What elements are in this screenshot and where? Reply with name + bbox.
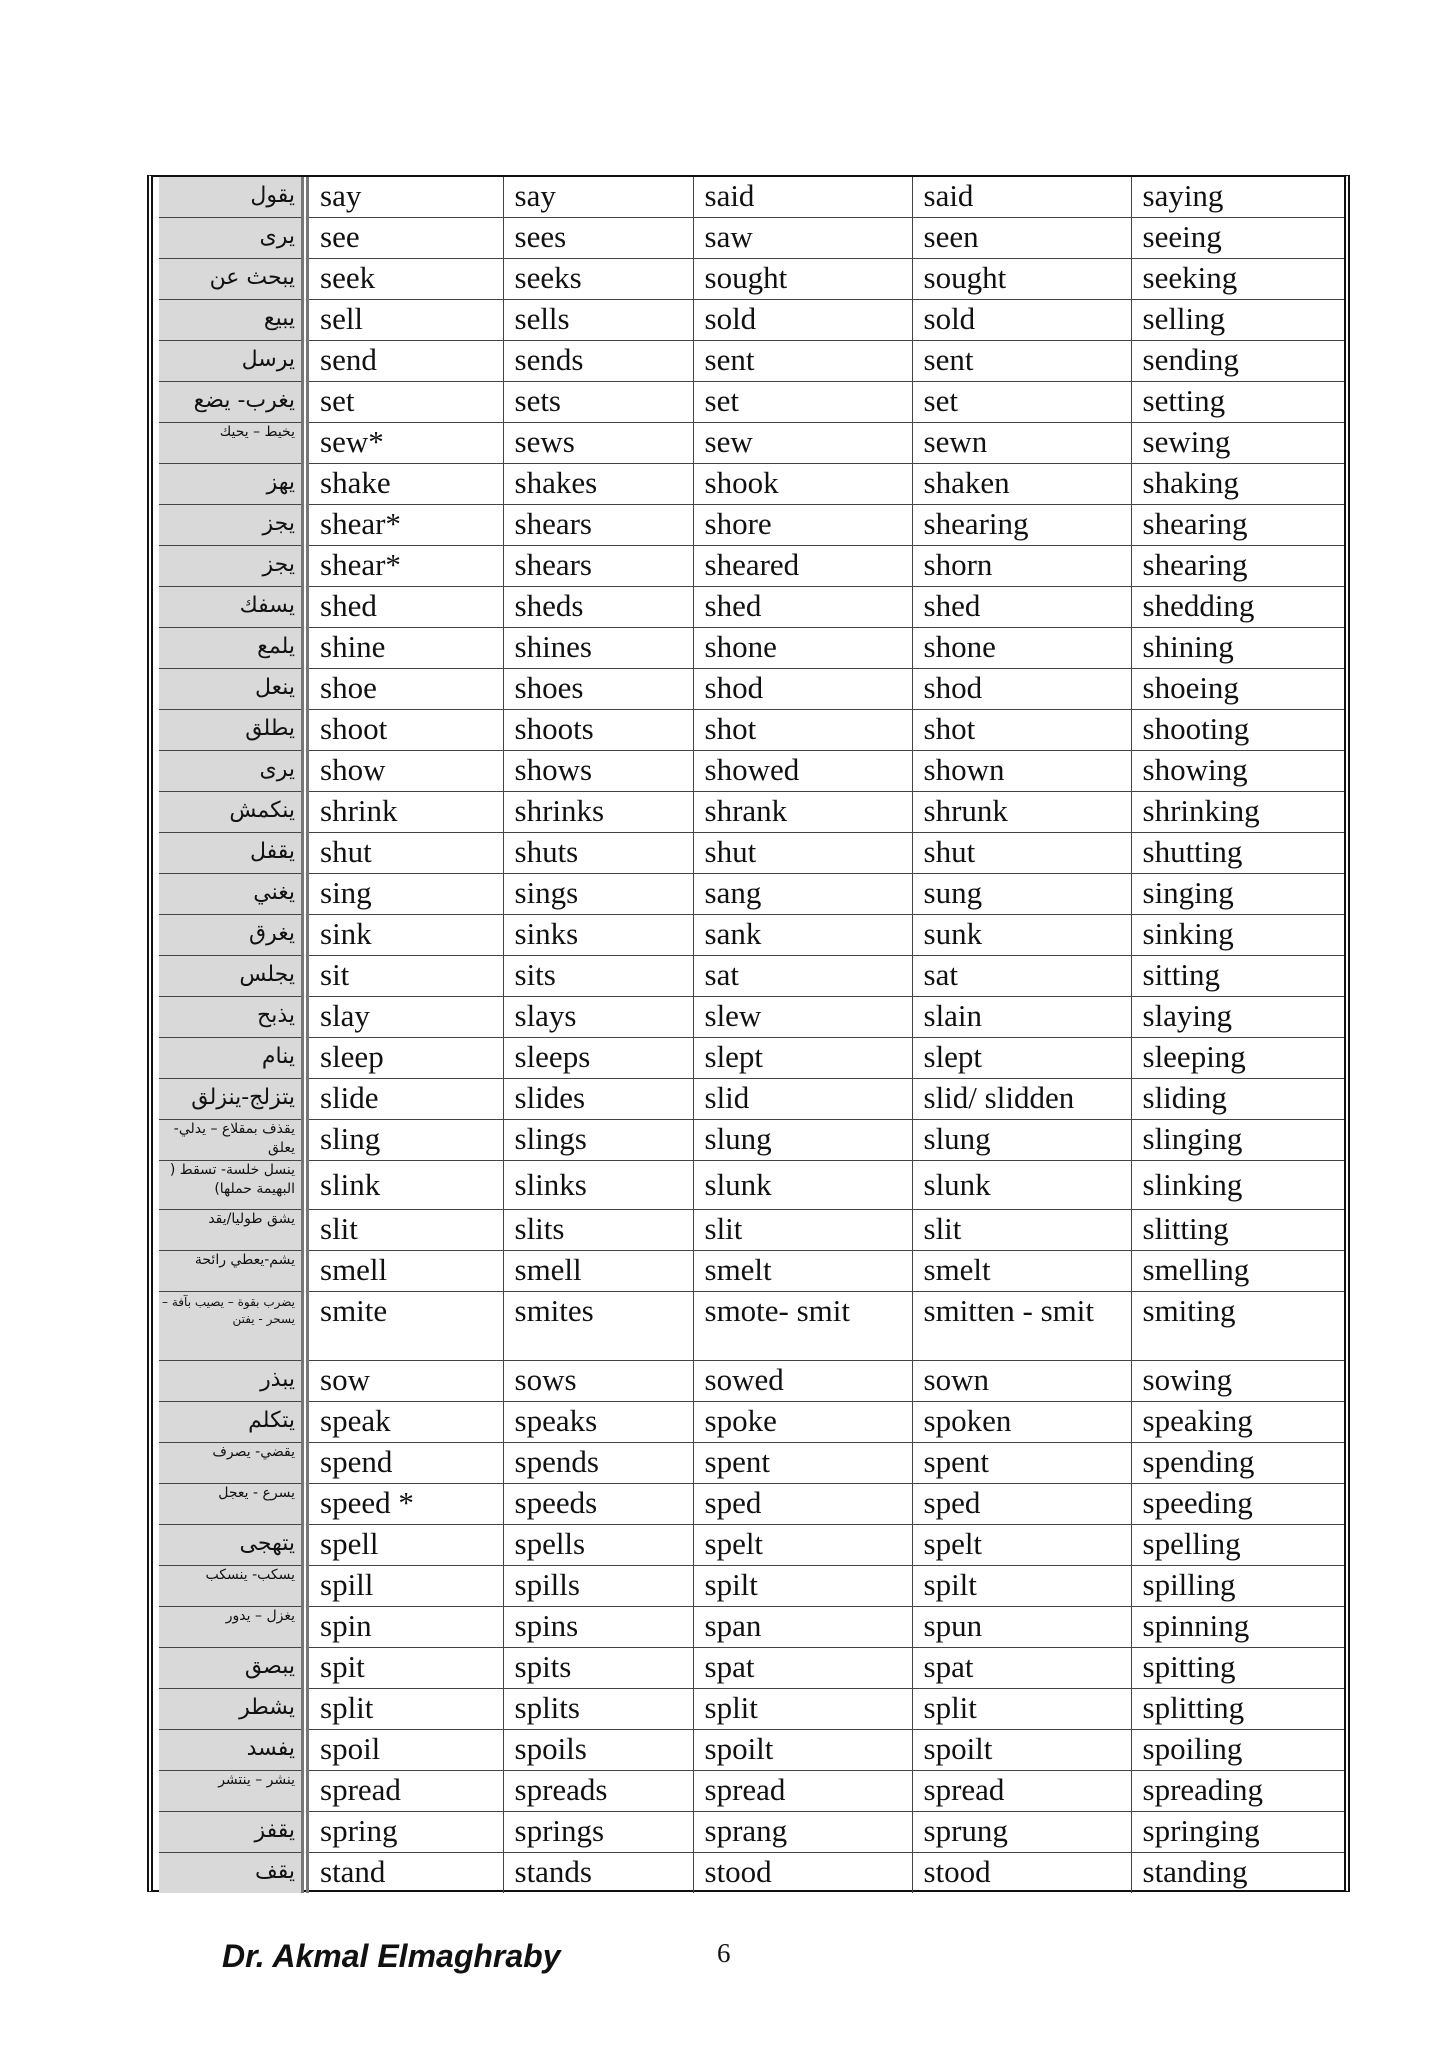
third-person-cell: slinks (503, 1161, 693, 1210)
arabic-meaning-cell: يضرب بقوة – يصيب بآفة – يسحر - يفتن (159, 1292, 305, 1361)
present-participle-cell: slitting (1131, 1210, 1344, 1251)
present-participle-cell: springing (1131, 1812, 1344, 1853)
past-participle-cell: slunk (912, 1161, 1131, 1210)
past-tense-cell: shone (693, 628, 912, 669)
table-row (159, 1210, 1344, 1251)
past-participle-cell: shown (912, 751, 1131, 792)
table-row (159, 1038, 1344, 1079)
arabic-meaning-cell: يسفك (159, 587, 305, 628)
base-form-cell: speak (305, 1402, 503, 1443)
base-form-cell: spill (305, 1566, 503, 1607)
table-row (159, 792, 1344, 833)
present-participle-cell: singing (1131, 874, 1344, 915)
third-person-cell: spins (503, 1607, 693, 1648)
table-row (159, 464, 1344, 505)
past-participle-cell: seen (912, 218, 1131, 259)
present-participle-cell: showing (1131, 751, 1344, 792)
base-form-cell: shed (305, 587, 503, 628)
present-participle-cell: smiting (1131, 1292, 1344, 1361)
past-participle-cell: sent (912, 341, 1131, 382)
table-row (159, 1525, 1344, 1566)
table-row (159, 177, 1344, 218)
base-form-cell: sew* (305, 423, 503, 464)
present-participle-cell: selling (1131, 300, 1344, 341)
table-row (159, 1566, 1344, 1607)
base-form-cell: sit (305, 956, 503, 997)
base-form-cell: stand (305, 1853, 503, 1894)
past-participle-cell: shot (912, 710, 1131, 751)
third-person-cell: sings (503, 874, 693, 915)
arabic-meaning-cell: يقفل (159, 833, 305, 874)
third-person-cell: shuts (503, 833, 693, 874)
base-form-cell: shoot (305, 710, 503, 751)
past-participle-cell: shod (912, 669, 1131, 710)
base-form-cell: shine (305, 628, 503, 669)
present-participle-cell: shearing (1131, 546, 1344, 587)
past-participle-cell: slain (912, 997, 1131, 1038)
base-form-cell: shake (305, 464, 503, 505)
past-participle-cell: shaken (912, 464, 1131, 505)
past-tense-cell: span (693, 1607, 912, 1648)
table-row (159, 956, 1344, 997)
past-participle-cell: sped (912, 1484, 1131, 1525)
past-participle-cell: spoilt (912, 1730, 1131, 1771)
present-participle-cell: sitting (1131, 956, 1344, 997)
past-tense-cell: spoke (693, 1402, 912, 1443)
table-row (159, 1079, 1344, 1120)
base-form-cell: sow (305, 1361, 503, 1402)
third-person-cell: shoes (503, 669, 693, 710)
table-row (159, 1484, 1344, 1525)
past-tense-cell: split (693, 1689, 912, 1730)
present-participle-cell: spreading (1131, 1771, 1344, 1812)
past-tense-cell: spat (693, 1648, 912, 1689)
table-row (159, 1853, 1344, 1894)
past-participle-cell: spoken (912, 1402, 1131, 1443)
table-row (159, 423, 1344, 464)
third-person-cell: shakes (503, 464, 693, 505)
past-tense-cell: sped (693, 1484, 912, 1525)
present-participle-cell: shearing (1131, 505, 1344, 546)
present-participle-cell: shining (1131, 628, 1344, 669)
past-tense-cell: stood (693, 1853, 912, 1894)
arabic-meaning-cell: ينكمش (159, 792, 305, 833)
table-row (159, 1402, 1344, 1443)
table-row (159, 218, 1344, 259)
past-participle-cell: smitten - smit (912, 1292, 1131, 1361)
table-row (159, 259, 1344, 300)
third-person-cell: smell (503, 1251, 693, 1292)
third-person-cell: splits (503, 1689, 693, 1730)
past-participle-cell: shorn (912, 546, 1131, 587)
third-person-cell: sows (503, 1361, 693, 1402)
base-form-cell: spring (305, 1812, 503, 1853)
arabic-meaning-cell: ينشر – ينتشر (159, 1771, 305, 1812)
present-participle-cell: sending (1131, 341, 1344, 382)
base-form-cell: spoil (305, 1730, 503, 1771)
arabic-meaning-cell: يبذر (159, 1361, 305, 1402)
third-person-cell: springs (503, 1812, 693, 1853)
third-person-cell: slings (503, 1120, 693, 1161)
past-participle-cell: spat (912, 1648, 1131, 1689)
arabic-meaning-cell: يشق طوليا/يقد (159, 1210, 305, 1251)
base-form-cell: smell (305, 1251, 503, 1292)
past-tense-cell: spilt (693, 1566, 912, 1607)
past-participle-cell: sewn (912, 423, 1131, 464)
third-person-cell: sets (503, 382, 693, 423)
base-form-cell: sink (305, 915, 503, 956)
arabic-meaning-cell: يشم-يعطي رائحة (159, 1251, 305, 1292)
table-row (159, 628, 1344, 669)
base-form-cell: slay (305, 997, 503, 1038)
past-participle-cell: said (912, 177, 1131, 218)
past-tense-cell: slew (693, 997, 912, 1038)
present-participle-cell: saying (1131, 177, 1344, 218)
arabic-meaning-cell: يلمع (159, 628, 305, 669)
verb-table-frame (147, 175, 1350, 1892)
table-row (159, 710, 1344, 751)
past-participle-cell: split (912, 1689, 1131, 1730)
present-participle-cell: spitting (1131, 1648, 1344, 1689)
past-tense-cell: slept (693, 1038, 912, 1079)
past-tense-cell: slunk (693, 1161, 912, 1210)
arabic-meaning-cell: يبصق (159, 1648, 305, 1689)
past-tense-cell: showed (693, 751, 912, 792)
page-number: 6 (717, 1938, 731, 1968)
table-row (159, 1120, 1344, 1161)
third-person-cell: sheds (503, 587, 693, 628)
table-row (159, 1292, 1344, 1361)
base-form-cell: spit (305, 1648, 503, 1689)
table-row (159, 997, 1344, 1038)
base-form-cell: shrink (305, 792, 503, 833)
base-form-cell: shut (305, 833, 503, 874)
present-participle-cell: setting (1131, 382, 1344, 423)
base-form-cell: shoe (305, 669, 503, 710)
table-row (159, 505, 1344, 546)
arabic-meaning-cell: يجز (159, 505, 305, 546)
arabic-meaning-cell: ينسل خلسة- تسقط ( البهيمة حملها) (159, 1161, 305, 1210)
third-person-cell: spits (503, 1648, 693, 1689)
past-participle-cell: spelt (912, 1525, 1131, 1566)
arabic-meaning-cell: يجز (159, 546, 305, 587)
past-participle-cell: sprung (912, 1812, 1131, 1853)
arabic-meaning-cell: يرسل (159, 341, 305, 382)
arabic-meaning-cell: يشطر (159, 1689, 305, 1730)
table-row (159, 1812, 1344, 1853)
past-participle-cell: spread (912, 1771, 1131, 1812)
present-participle-cell: shoeing (1131, 669, 1344, 710)
base-form-cell: smite (305, 1292, 503, 1361)
past-participle-cell: shed (912, 587, 1131, 628)
arabic-meaning-cell: يتكلم (159, 1402, 305, 1443)
arabic-meaning-cell: ينعل (159, 669, 305, 710)
present-participle-cell: shaking (1131, 464, 1344, 505)
present-participle-cell: spilling (1131, 1566, 1344, 1607)
past-tense-cell: sew (693, 423, 912, 464)
table-row (159, 751, 1344, 792)
present-participle-cell: spinning (1131, 1607, 1344, 1648)
base-form-cell: speed * (305, 1484, 503, 1525)
past-tense-cell: spent (693, 1443, 912, 1484)
base-form-cell: slink (305, 1161, 503, 1210)
table-row (159, 874, 1344, 915)
third-person-cell: shines (503, 628, 693, 669)
past-tense-cell: saw (693, 218, 912, 259)
table-row (159, 1607, 1344, 1648)
past-tense-cell: spelt (693, 1525, 912, 1566)
past-tense-cell: set (693, 382, 912, 423)
arabic-meaning-cell: يتزلج-ينزلق (159, 1079, 305, 1120)
past-participle-cell: shearing (912, 505, 1131, 546)
past-tense-cell: smelt (693, 1251, 912, 1292)
past-tense-cell: sought (693, 259, 912, 300)
arabic-meaning-cell: يرى (159, 218, 305, 259)
past-participle-cell: slung (912, 1120, 1131, 1161)
base-form-cell: sling (305, 1120, 503, 1161)
arabic-meaning-cell: يفسد (159, 1730, 305, 1771)
third-person-cell: sells (503, 300, 693, 341)
present-participle-cell: speaking (1131, 1402, 1344, 1443)
base-form-cell: sleep (305, 1038, 503, 1079)
present-participle-cell: spoiling (1131, 1730, 1344, 1771)
third-person-cell: slays (503, 997, 693, 1038)
arabic-meaning-cell: يجلس (159, 956, 305, 997)
arabic-meaning-cell: يغرق (159, 915, 305, 956)
third-person-cell: sees (503, 218, 693, 259)
past-participle-cell: sown (912, 1361, 1131, 1402)
arabic-meaning-cell: يرى (159, 751, 305, 792)
past-participle-cell: slept (912, 1038, 1131, 1079)
table-row (159, 669, 1344, 710)
base-form-cell: spin (305, 1607, 503, 1648)
third-person-cell: slits (503, 1210, 693, 1251)
third-person-cell: shrinks (503, 792, 693, 833)
present-participle-cell: speeding (1131, 1484, 1344, 1525)
base-form-cell: see (305, 218, 503, 259)
table-row (159, 1730, 1344, 1771)
irregular-verbs-table (159, 177, 1344, 1893)
third-person-cell: shears (503, 505, 693, 546)
arabic-meaning-cell: يغزل – يدور (159, 1607, 305, 1648)
present-participle-cell: slaying (1131, 997, 1344, 1038)
past-tense-cell: slit (693, 1210, 912, 1251)
present-participle-cell: spelling (1131, 1525, 1344, 1566)
arabic-meaning-cell: يبيع (159, 300, 305, 341)
past-tense-cell: spread (693, 1771, 912, 1812)
arabic-meaning-cell: يقول (159, 177, 305, 218)
arabic-meaning-cell: يسكب- ينسكب (159, 1566, 305, 1607)
past-tense-cell: sheared (693, 546, 912, 587)
third-person-cell: sleeps (503, 1038, 693, 1079)
present-participle-cell: shedding (1131, 587, 1344, 628)
present-participle-cell: shooting (1131, 710, 1344, 751)
table-row (159, 1161, 1344, 1210)
past-participle-cell: set (912, 382, 1131, 423)
past-tense-cell: shed (693, 587, 912, 628)
past-participle-cell: shone (912, 628, 1131, 669)
base-form-cell: slit (305, 1210, 503, 1251)
present-participle-cell: seeing (1131, 218, 1344, 259)
past-participle-cell: smelt (912, 1251, 1131, 1292)
third-person-cell: sits (503, 956, 693, 997)
present-participle-cell: sewing (1131, 423, 1344, 464)
base-form-cell: set (305, 382, 503, 423)
third-person-cell: stands (503, 1853, 693, 1894)
arabic-meaning-cell: يغرب- يضع (159, 382, 305, 423)
past-participle-cell: sold (912, 300, 1131, 341)
table-row (159, 587, 1344, 628)
present-participle-cell: spending (1131, 1443, 1344, 1484)
past-tense-cell: sowed (693, 1361, 912, 1402)
third-person-cell: shoots (503, 710, 693, 751)
present-participle-cell: slinking (1131, 1161, 1344, 1210)
third-person-cell: spends (503, 1443, 693, 1484)
past-participle-cell: shut (912, 833, 1131, 874)
base-form-cell: sing (305, 874, 503, 915)
past-participle-cell: sought (912, 259, 1131, 300)
verb-table-body (159, 177, 1344, 1893)
arabic-meaning-cell: يطلق (159, 710, 305, 751)
table-row (159, 546, 1344, 587)
base-form-cell: seek (305, 259, 503, 300)
present-participle-cell: standing (1142, 1854, 1248, 1889)
footer-author: Dr. Akmal Elmaghraby (222, 1938, 561, 1974)
third-person-cell: spills (503, 1566, 693, 1607)
past-tense-cell: sold (693, 300, 912, 341)
third-person-cell: spreads (503, 1771, 693, 1812)
arabic-meaning-cell: يقذف بمقلاع – يدلي-يعلق (159, 1120, 305, 1161)
past-participle-cell: sunk (912, 915, 1131, 956)
past-participle-cell: shrunk (912, 792, 1131, 833)
past-participle-cell: spent (912, 1443, 1131, 1484)
past-tense-cell: slung (693, 1120, 912, 1161)
third-person-cell: shows (503, 751, 693, 792)
present-participle-cell: shutting (1131, 833, 1344, 874)
past-tense-cell: shut (693, 833, 912, 874)
third-person-cell: slides (503, 1079, 693, 1120)
past-tense-cell: sat (693, 956, 912, 997)
arabic-meaning-cell: يقف (159, 1853, 305, 1894)
past-participle-cell: spun (912, 1607, 1131, 1648)
present-participle-cell: splitting (1131, 1689, 1344, 1730)
base-form-cell: say (305, 177, 503, 218)
arabic-meaning-cell: ينام (159, 1038, 305, 1079)
table-row (159, 1771, 1344, 1812)
third-person-cell: speaks (503, 1402, 693, 1443)
present-participle-cell: sliding (1131, 1079, 1344, 1120)
past-tense-cell: shod (693, 669, 912, 710)
past-participle-cell: stood (912, 1853, 1131, 1894)
past-tense-cell: slid (693, 1079, 912, 1120)
arabic-meaning-cell: يتهجى (159, 1525, 305, 1566)
arabic-meaning-cell: يقضي- يصرف (159, 1443, 305, 1484)
arabic-meaning-cell: يهز (159, 464, 305, 505)
base-form-cell: split (305, 1689, 503, 1730)
past-tense-cell: smote- smit (693, 1292, 912, 1361)
present-participle-cell: smelling (1131, 1251, 1344, 1292)
present-participle-cell: shrinking (1131, 792, 1344, 833)
third-person-cell: say (503, 177, 693, 218)
present-participle-cell: sleeping (1131, 1038, 1344, 1079)
table-row (159, 915, 1344, 956)
past-tense-cell: sprang (693, 1812, 912, 1853)
present-participle-cell: sinking (1131, 915, 1344, 956)
past-tense-cell: sang (693, 874, 912, 915)
arabic-meaning-cell: يقفز (159, 1812, 305, 1853)
third-person-cell: spoils (503, 1730, 693, 1771)
table-row (159, 1361, 1344, 1402)
past-tense-cell: shore (693, 505, 912, 546)
past-tense-cell: sank (693, 915, 912, 956)
past-tense-cell: shook (693, 464, 912, 505)
third-person-cell: spells (503, 1525, 693, 1566)
third-person-cell: sends (503, 341, 693, 382)
past-participle-cell: slit (912, 1210, 1131, 1251)
table-row (159, 1443, 1344, 1484)
arabic-meaning-cell: يذبح (159, 997, 305, 1038)
past-tense-cell: shrank (693, 792, 912, 833)
arabic-meaning-cell: يخيط – يحيك (159, 423, 305, 464)
third-person-cell: seeks (503, 259, 693, 300)
table-row (159, 382, 1344, 423)
third-person-cell: smites (503, 1292, 693, 1361)
base-form-cell: send (305, 341, 503, 382)
past-tense-cell: sent (693, 341, 912, 382)
arabic-meaning-cell: يغني (159, 874, 305, 915)
past-participle-cell: slid/ slidden (912, 1079, 1131, 1120)
base-form-cell: shear* (305, 546, 503, 587)
table-row (159, 1689, 1344, 1730)
third-person-cell: speeds (503, 1484, 693, 1525)
base-form-cell: slide (305, 1079, 503, 1120)
arabic-meaning-cell: يسرع - يعجل (159, 1484, 305, 1525)
past-tense-cell: spoilt (693, 1730, 912, 1771)
base-form-cell: shear* (305, 505, 503, 546)
table-row (159, 1648, 1344, 1689)
base-form-cell: show (305, 751, 503, 792)
past-tense-cell: shot (693, 710, 912, 751)
base-form-cell: spread (305, 1771, 503, 1812)
present-participle-cell: seeking (1131, 259, 1344, 300)
past-participle-cell: spilt (912, 1566, 1131, 1607)
past-participle-cell: sung (912, 874, 1131, 915)
third-person-cell: sinks (503, 915, 693, 956)
past-participle-cell: sat (912, 956, 1131, 997)
base-form-cell: sell (305, 300, 503, 341)
third-person-cell: shears (503, 546, 693, 587)
third-person-cell: sews (503, 423, 693, 464)
table-row (159, 833, 1344, 874)
arabic-meaning-cell: يبحث عن (159, 259, 305, 300)
table-row (159, 1251, 1344, 1292)
base-form-cell: spell (305, 1525, 503, 1566)
table-row (159, 341, 1344, 382)
past-tense-cell: said (693, 177, 912, 218)
present-participle-cell: sowing (1131, 1361, 1344, 1402)
base-form-cell: spend (305, 1443, 503, 1484)
table-row (159, 300, 1344, 341)
present-participle-cell: slinging (1131, 1120, 1344, 1161)
